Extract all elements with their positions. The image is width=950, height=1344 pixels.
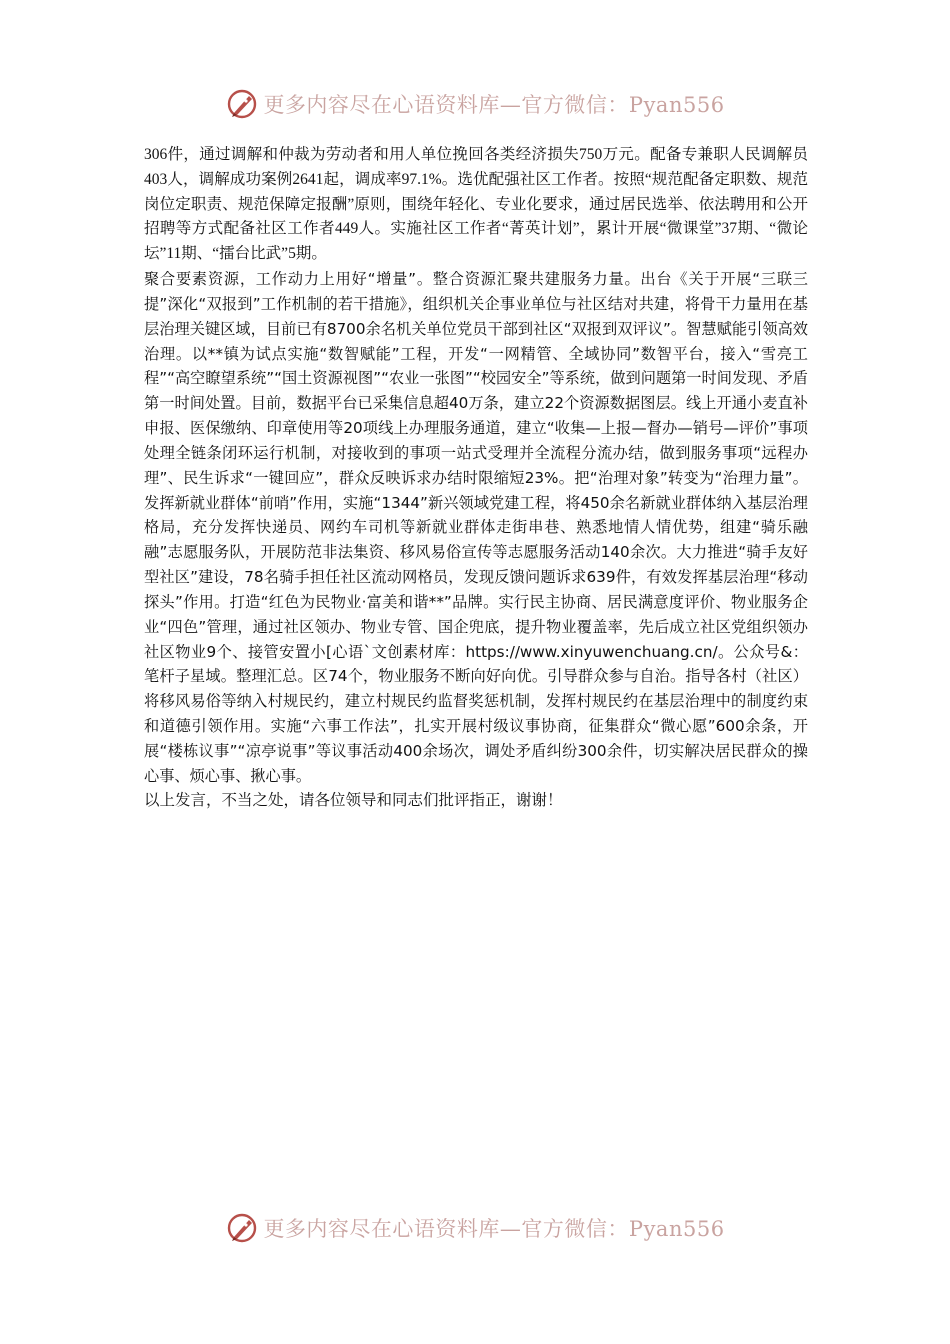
header-banner <box>0 82 950 126</box>
paragraph-1: 306件，通过调解和仲裁为劳动者和用人单位挽回各类经济损失750万元。配备专兼职人民调解员403人，调解成功案例2641起，调成率97.1%。选优配强社区工作者。按照“规范配备定职数、规范岗位定职责、规范保障定报酬”原则，围绕年轻化、专业化要求，通过居民选举、依法聘用和公开招聘等方式配备社区工作者449人。实施社区工作者“菁英计划”，累计开展“微课堂”37期、“微论坛”11期、“擂台比武”5期。 <box>144 146 808 263</box>
footer-banner <box>0 1206 950 1250</box>
pen-logo-icon <box>225 87 259 121</box>
document-body <box>144 143 808 814</box>
footer-banner-text: 更多内容尽在心语资料库—官方微信：Pyan556 <box>263 1217 725 1241</box>
paragraph-2: 聚合要素资源，工作动力上用好“增量”。整合资源汇聚共建服务力量。出台《关于开展“三联三提”深化“双报到”工作机制的若干措施》，组织机关企事业单位与社区结对共建，将骨干力量用在基层治理关键区域，目前已有8700余名机关单位党员干部到社区“双报到双评议”。智慧赋能引领高效治理。以**镇为试点实施“数智赋能”工程，开发“一网精管、全域协同”数智平台，接入“雪亮工程”“高空瞭望系统”“国土资源视图”“农业一张图”“校园安全”等系统，做到问题第一时间发现、矛盾第一时间处置。目前，数据平台已采集信息超40万条，建立22个资源数据图层。线上开通小麦直补申报、医保缴纳、印章使用等20项线上办理服务通道，建立“收集—上报—督办—销号—评价”事项处理全链条闭环运行机制，对接收到的事项一站式受理并全流程分流办结，做到服务事项“远程办理”、民生诉求“一键回应”，群众反映诉求办结时限缩短23%。把“治理对象”转变为“治理力量”。发挥新就业群体“前哨”作用，实施“1344”新兴领域党建工程，将450余名新就业群体纳入基层治理格局，充分发挥快递员、网约车司机等新就业群体走街串巷、熟悉地情人情优势，组建“骑乐融融”志愿服务队，开展防范非法集资、移风易俗宣传等志愿服务活动140余次。大力推进“骑手友好型社区”建设，78名骑手担任社区流动网格员，发现反馈问题诉求639件，有效发挥基层治理“移动探头”作用。打造“红色为民物业·富美和谐**”品牌。实行民主协商、居民满意度评价、物业服务企业“四色”管理，通过社区领办、物业专管、国企兜底，提升物业覆盖率，先后成立社区党组织领办社区物业9个、接管安置小[心语`文创素材库：https://www.xinyuwenchuang.cn/。公众号&：笔杆子星域。整理汇总。区74个，物业服务不断向好向优。引导群众参与自治。指导各村（社区）将移风易俗等纳入村规民约，建立村规民约监督奖惩机制，发挥村规民约在基层治理中的制度约束和道德引领作用。实施“六事工作法”，扎实开展村级议事协商，征集群众“微心愿”600余条，开展“楼栋议事”“凉亭说事”等议事活动400余场次，调处矛盾纠纷300余件，切实解决居民群众的操心事、烦心事、揪心事。 <box>144 269 808 785</box>
header-banner-text: 更多内容尽在心语资料库—官方微信：Pyan556 <box>263 93 725 117</box>
pen-logo-icon <box>225 1211 259 1245</box>
closing-remark: 以上发言，不当之处，请各位领导和同志们批评指正，谢谢！ <box>144 791 563 809</box>
